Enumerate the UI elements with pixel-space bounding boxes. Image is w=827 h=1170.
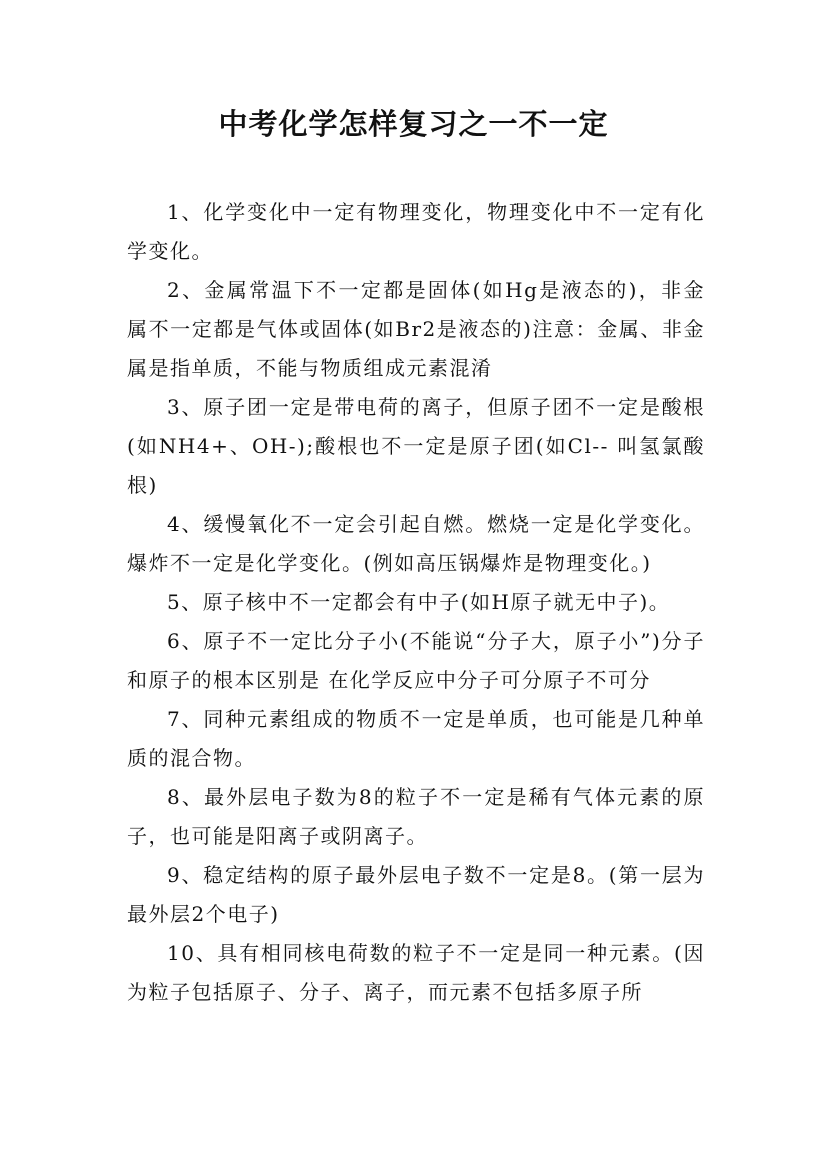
paragraph-1: 1、化学变化中一定有物理变化，物理变化中不一定有化学变化。 [127,200,705,263]
page-title: 中考化学怎样复习之一不一定 [218,107,609,141]
paragraph-4: 4、缓慢氧化不一定会引起自燃。燃烧一定是化学变化。爆炸不一定是化学变化。(例如高压锅爆炸是物理变化。) [127,512,705,575]
paragraph-10: 10、具有相同核电荷数的粒子不一定是同一种元素。(因为粒子包括原子、分子、离子，而元素不包括多原子所 [127,941,705,1004]
paragraph-9: 9、稳定结构的原子最外层电子数不一定是8。(第一层为最外层2个电子) [127,863,705,926]
paragraph-8: 8、最外层电子数为8的粒子不一定是稀有气体元素的原子，也可能是阳离子或阴离子。 [127,785,705,848]
paragraph-2: 2、金属常温下不一定都是固体(如Hg是液态的)，非金属不一定都是气体或固体(如Br2是液态的)注意：金属、非金属是指单质，不能与物质组成元素混淆 [127,278,705,380]
paragraph-7: 7、同种元素组成的物质不一定是单质，也可能是几种单质的混合物。 [127,707,705,770]
paragraph-6: 6、原子不一定比分子小(不能说“分子大，原子小”)分子和原子的根本区别是 在化学反应中分子可分原子不可分 [127,629,705,692]
paragraph-3: 3、原子团一定是带电荷的离子，但原子团不一定是酸根(如NH4+、OH-);酸根也不一定是原子团(如Cl-- 叫氢氯酸根) [127,395,705,497]
paragraph-5: 5、原子核中不一定都会有中子(如H原子就无中子)。 [167,590,671,614]
document-body [127,193,705,1012]
